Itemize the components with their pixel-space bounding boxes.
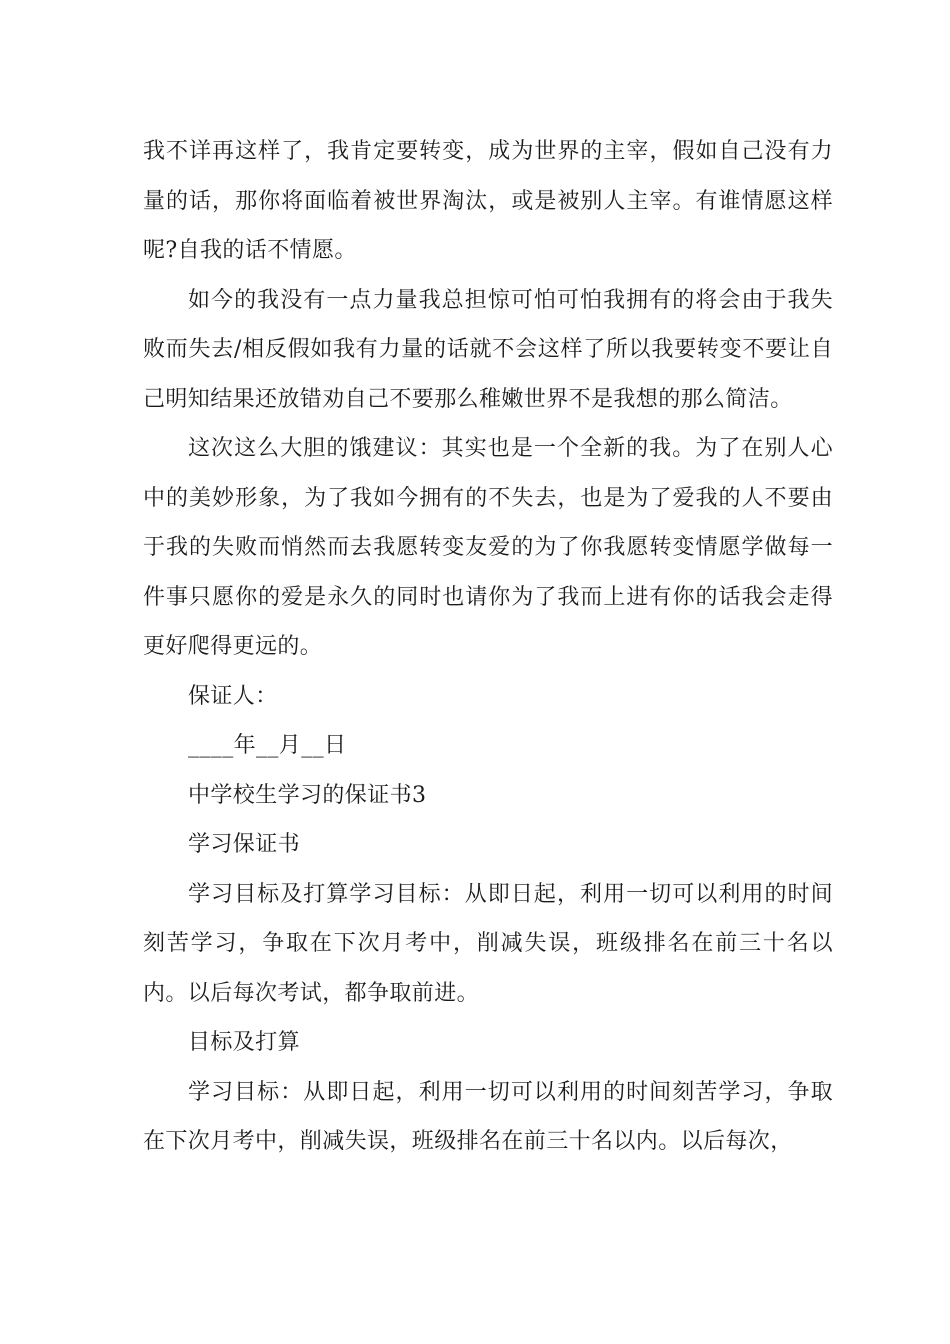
subheading-goals: 目标及打算: [188, 1030, 301, 1055]
document-heading: 学习保证书: [188, 832, 301, 857]
paragraph-1: 我不详再这样了，我肯定要转变，成为世界的主宰，假如自己没有力量的话，那你将面临着被世界淘汰，或是被别人主宰。有谁情愿这样呢?自我的话不情愿。: [143, 139, 833, 263]
guarantor-label: 保证人：: [188, 683, 278, 709]
section-title: 中学校生学习的保证书3: [188, 782, 427, 808]
paragraph-goals-2: 学习目标：从即日起，利用一切可以利用的时间刻苦学习，争取在下次月考中，削减失误，班级排名在前三十名以内。以后每次，: [143, 1079, 833, 1154]
paragraph-2: 如今的我没有一点力量我总担惊可怕可怕我拥有的将会由于我失败而失去/相反假如我有力量的话就不会这样了所以我要转变不要让自己明知结果还放错劝自己不要那么稚嫩世界不是我想的那么简洁。: [143, 287, 833, 412]
paragraph-3: 这次这么大胆的饿建议：其实也是一个全新的我。为了在别人心中的美妙形象，为了我如今拥有的不失去，也是为了爱我的人不要由于我的失败而悄然而去我愿转变友爱的为了你我愿转变情愿学做每一件事只愿你的爱是永久的同时也请你为了我而上进有你的话我会走得更好爬得更远的。: [143, 436, 833, 659]
document-page: [143, 127, 833, 1167]
date-line: ____年__月__日: [188, 733, 347, 758]
paragraph-goals-1: 学习目标及打算学习目标：从即日起，利用一切可以利用的时间刻苦学习，争取在下次月考中，削减失误，班级排名在前三十名以内。以后每次考试，都争取前进。: [143, 881, 833, 1006]
